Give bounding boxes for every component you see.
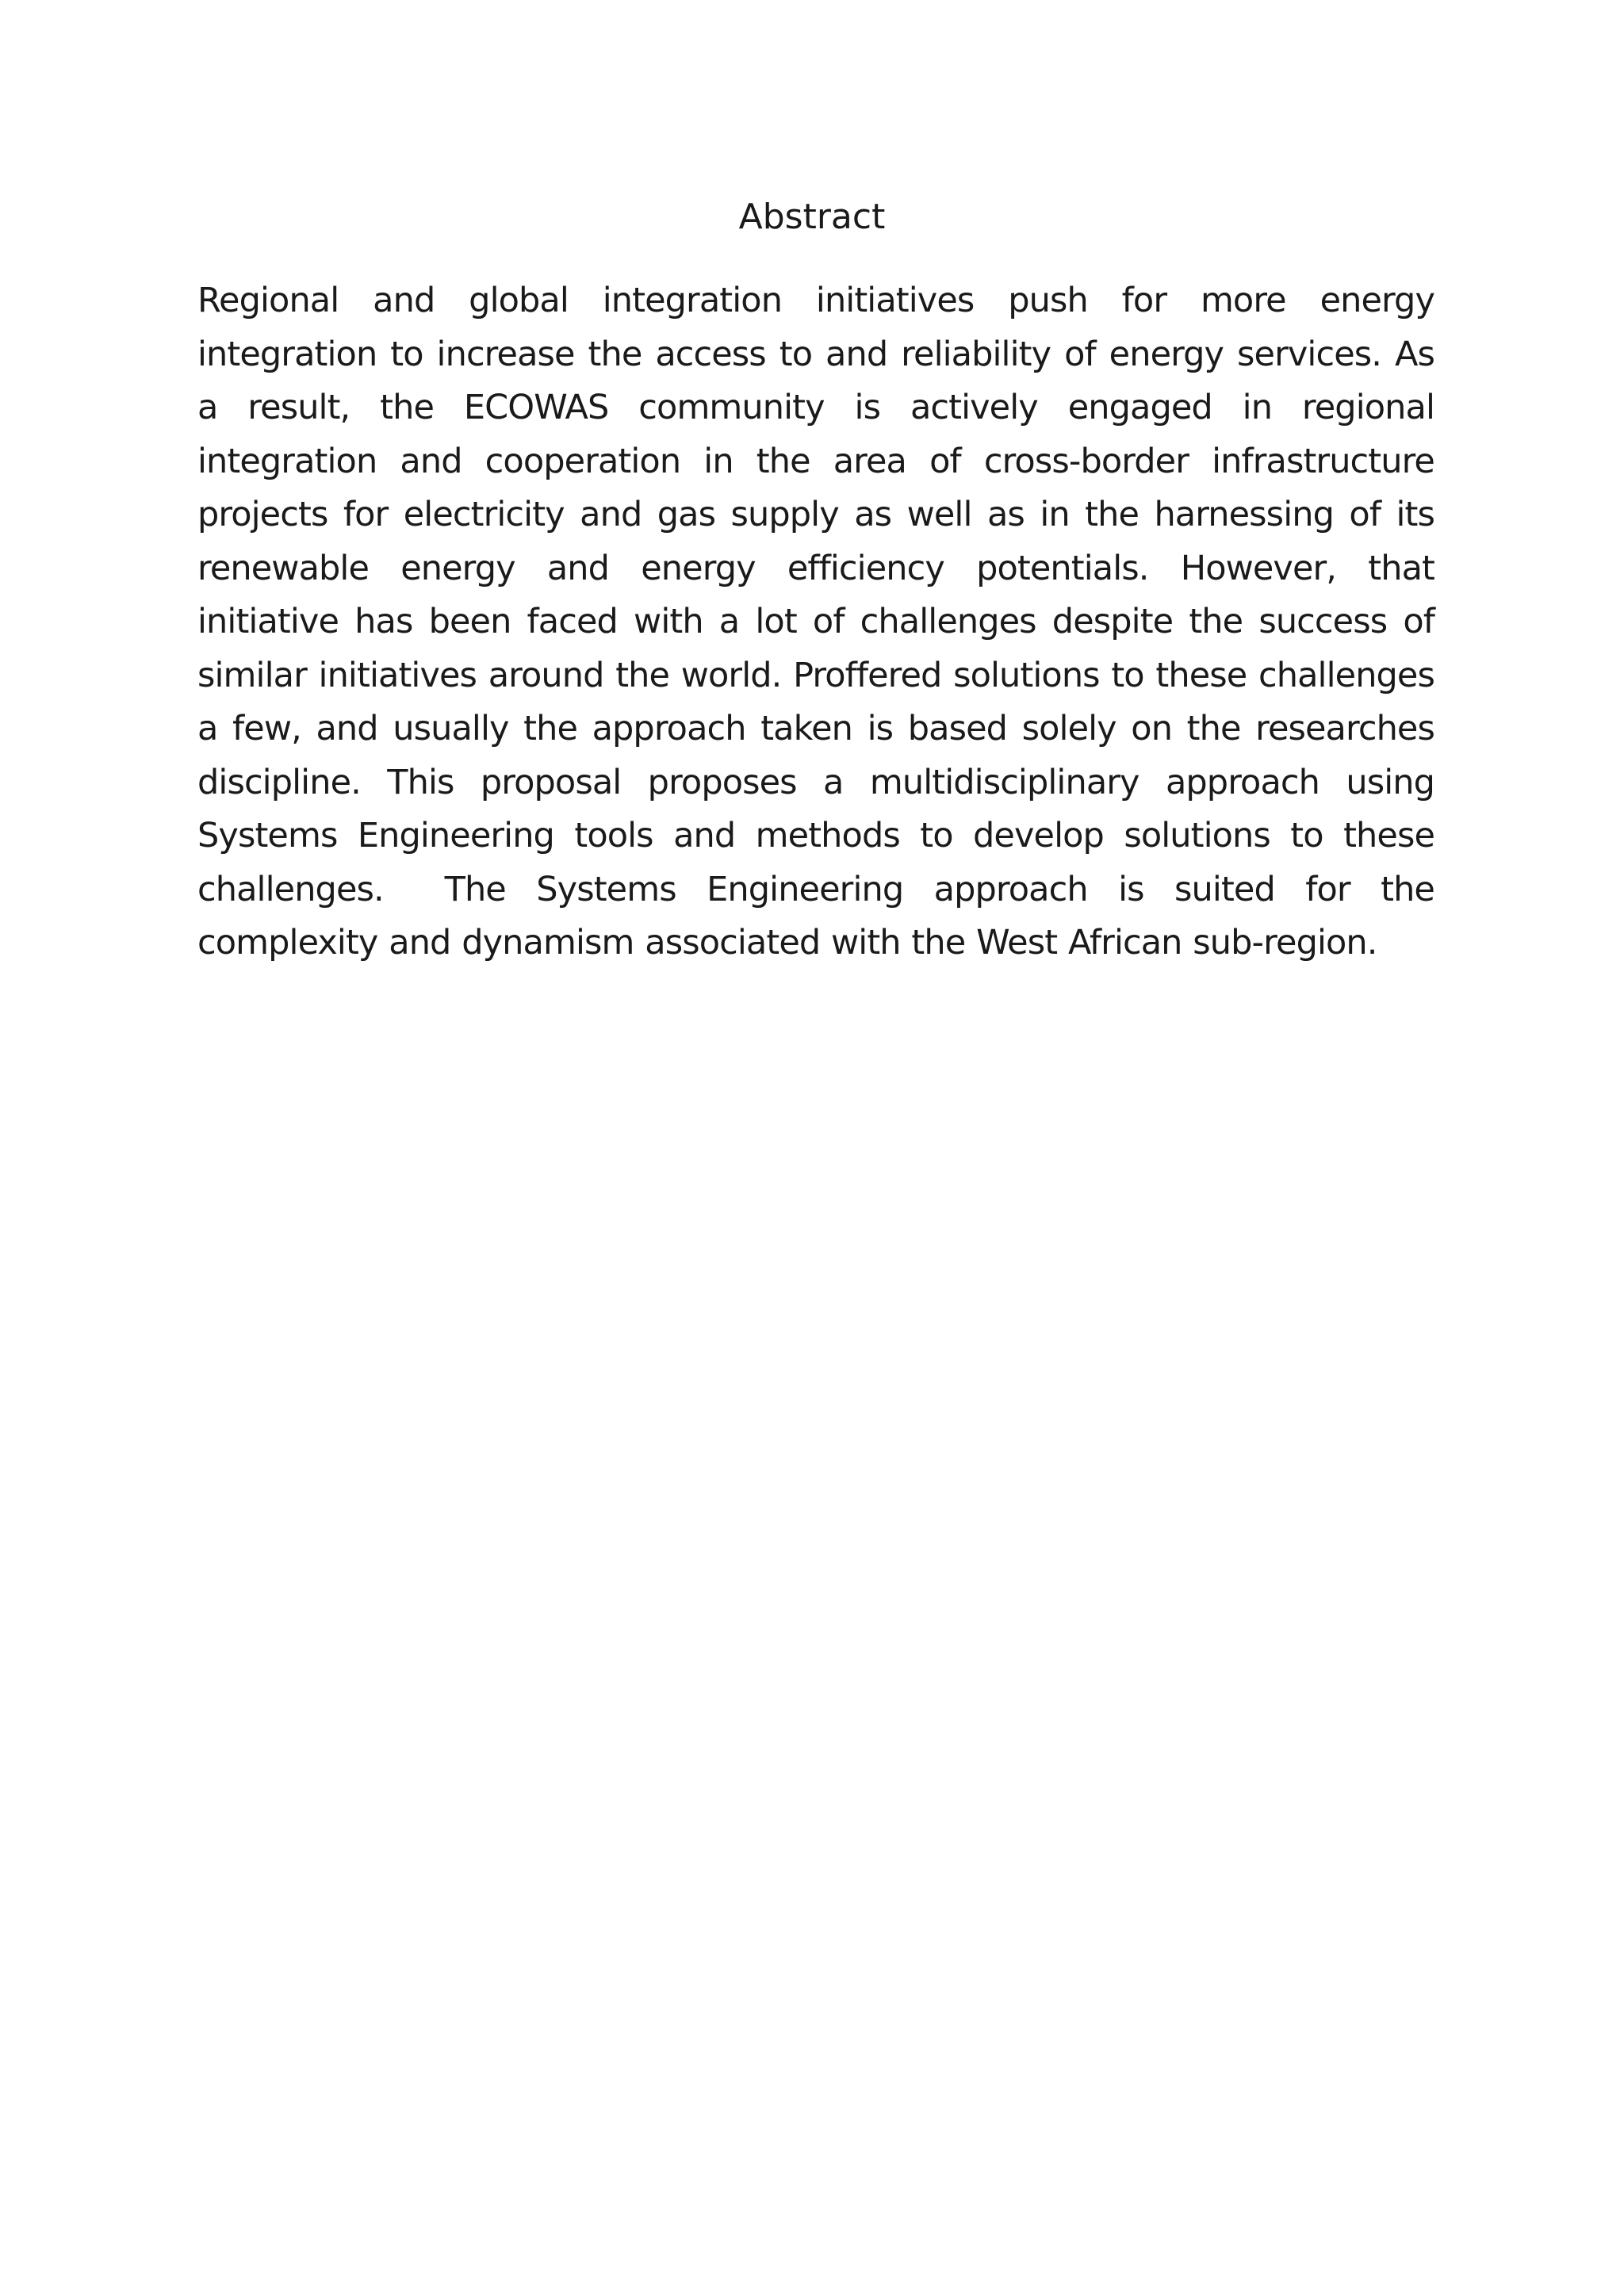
abstract-heading: Abstract [738, 197, 886, 237]
abstract-paragraph: Regional and global integration initiatives push for more energy integration to increase the access to and reliability of energy services. As a result, the ECOWAS community is actively engaged in regional integration and cooperation in the area of cross-border infrastructure projects for electricity and gas supply as well as in the harnessing of its renewable energy and energy efficiency potentials. However, that initiative has been faced with a lot of challenges despite the success of similar initiatives around the world. Proffered solutions to these challenges a few, and usually the approach taken is based solely on the researches discipline. This proposal proposes a multidisciplinary approach using Systems Engineering tools and methods to develop solutions to these challenges. The Systems Engineering approach is suited for the complexity and dynamism associated with the West African sub-region. [197, 281, 1446, 962]
